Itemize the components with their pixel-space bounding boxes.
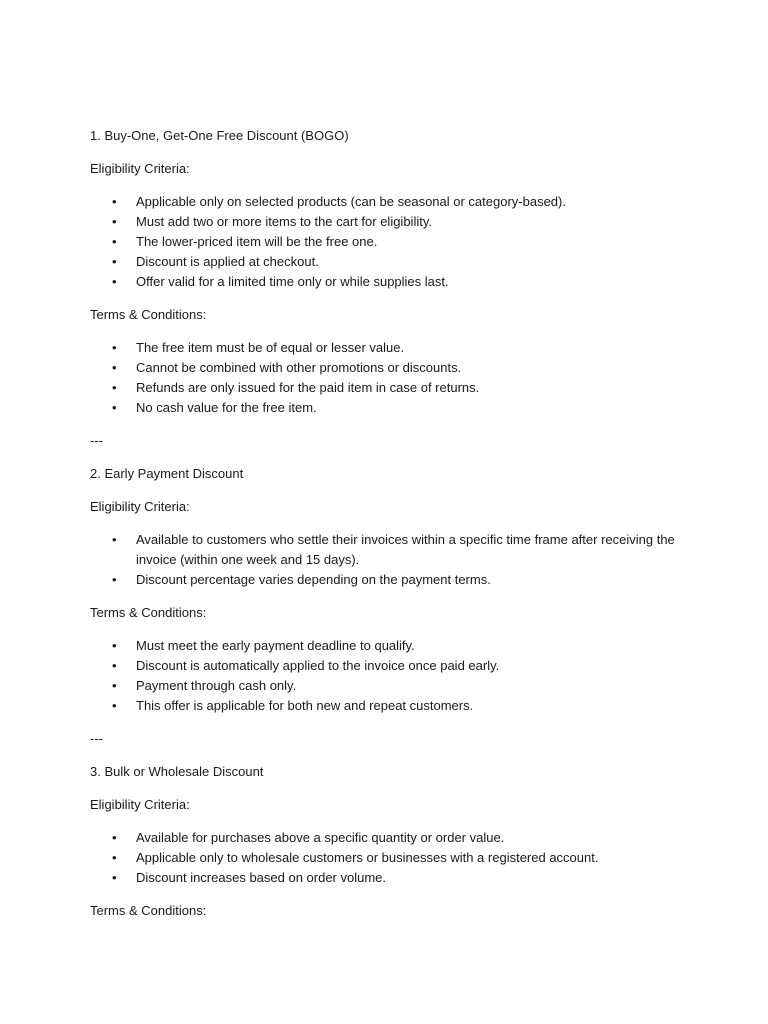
section-heading: 2. Early Payment Discount	[90, 466, 244, 481]
section-separator: ---	[90, 731, 103, 746]
list-item	[90, 338, 680, 358]
list-item	[90, 252, 680, 272]
list-item-text: Discount percentage varies depending on the payment terms.	[136, 572, 491, 587]
terms-label: Terms & Conditions:	[90, 903, 207, 918]
eligibility-label: Eligibility Criteria:	[90, 161, 190, 176]
list-item-text: Available for purchases above a specific quantity or order value.	[136, 830, 505, 845]
bullet-icon: •	[112, 572, 117, 587]
bullet-icon: •	[112, 830, 117, 845]
terms-label: Terms & Conditions:	[90, 605, 207, 620]
bullet-icon: •	[112, 658, 117, 673]
list-item-text: Refunds are only issued for the paid item in case of returns.	[136, 380, 480, 395]
bullet-icon: •	[112, 638, 117, 653]
eligibility-list	[90, 530, 680, 590]
list-item	[90, 378, 680, 398]
list-item	[90, 232, 680, 252]
list-item-text: Cannot be combined with other promotions or discounts.	[136, 360, 462, 375]
list-item-text: Applicable only on selected products (can be seasonal or category-based).	[136, 194, 566, 209]
bullet-icon: •	[112, 400, 117, 415]
list-item-text: Must add two or more items to the cart for eligibility.	[136, 214, 432, 229]
bullet-icon: •	[112, 360, 117, 375]
list-item-text: Must meet the early payment deadline to qualify.	[136, 638, 415, 653]
bullet-icon: •	[112, 698, 117, 713]
bullet-icon: •	[112, 380, 117, 395]
list-item	[90, 192, 680, 212]
list-item	[90, 696, 680, 716]
section-heading: 1. Buy-One, Get-One Free Discount (BOGO)	[90, 128, 349, 143]
bullet-icon: •	[112, 274, 117, 289]
terms-list	[90, 636, 680, 716]
list-item	[90, 530, 680, 570]
terms-label: Terms & Conditions:	[90, 307, 207, 322]
list-item	[90, 398, 680, 418]
bullet-icon: •	[112, 234, 117, 249]
eligibility-label: Eligibility Criteria:	[90, 797, 190, 812]
bullet-icon: •	[112, 850, 117, 865]
bullet-icon: •	[112, 532, 117, 547]
list-item-text: Available to customers who settle their invoices within a specific time frame after receiving the invoice (within one week and 15 days).	[136, 532, 675, 567]
eligibility-list	[90, 192, 680, 292]
list-item	[90, 272, 680, 292]
list-item	[90, 656, 680, 676]
section-bogo	[90, 126, 680, 451]
list-item	[90, 848, 680, 868]
list-item-text: Applicable only to wholesale customers or businesses with a registered account.	[136, 850, 599, 865]
list-item	[90, 636, 680, 656]
eligibility-list	[90, 828, 680, 888]
list-item-text: Discount is automatically applied to the invoice once paid early.	[136, 658, 500, 673]
list-item-text: No cash value for the free item.	[136, 400, 317, 415]
document-body	[90, 126, 680, 934]
bullet-icon: •	[112, 194, 117, 209]
list-item	[90, 676, 680, 696]
terms-list	[90, 338, 680, 418]
bullet-icon: •	[112, 870, 117, 885]
list-item	[90, 868, 680, 888]
section-heading: 3. Bulk or Wholesale Discount	[90, 764, 264, 779]
section-early-payment	[90, 464, 680, 749]
list-item	[90, 828, 680, 848]
list-item-text: Discount increases based on order volume.	[136, 870, 387, 885]
section-separator: ---	[90, 433, 103, 448]
list-item-text: This offer is applicable for both new and repeat customers.	[136, 698, 474, 713]
list-item	[90, 358, 680, 378]
list-item-text: Discount is applied at checkout.	[136, 254, 319, 269]
list-item-text: Payment through cash only.	[136, 678, 297, 693]
list-item-text: The lower-priced item will be the free one.	[136, 234, 378, 249]
list-item-text: The free item must be of equal or lesser value.	[136, 340, 405, 355]
eligibility-label: Eligibility Criteria:	[90, 499, 190, 514]
list-item	[90, 212, 680, 232]
bullet-icon: •	[112, 340, 117, 355]
bullet-icon: •	[112, 254, 117, 269]
bullet-icon: •	[112, 678, 117, 693]
section-bulk-wholesale	[90, 762, 680, 921]
bullet-icon: •	[112, 214, 117, 229]
list-item-text: Offer valid for a limited time only or while supplies last.	[136, 274, 449, 289]
list-item	[90, 570, 680, 590]
